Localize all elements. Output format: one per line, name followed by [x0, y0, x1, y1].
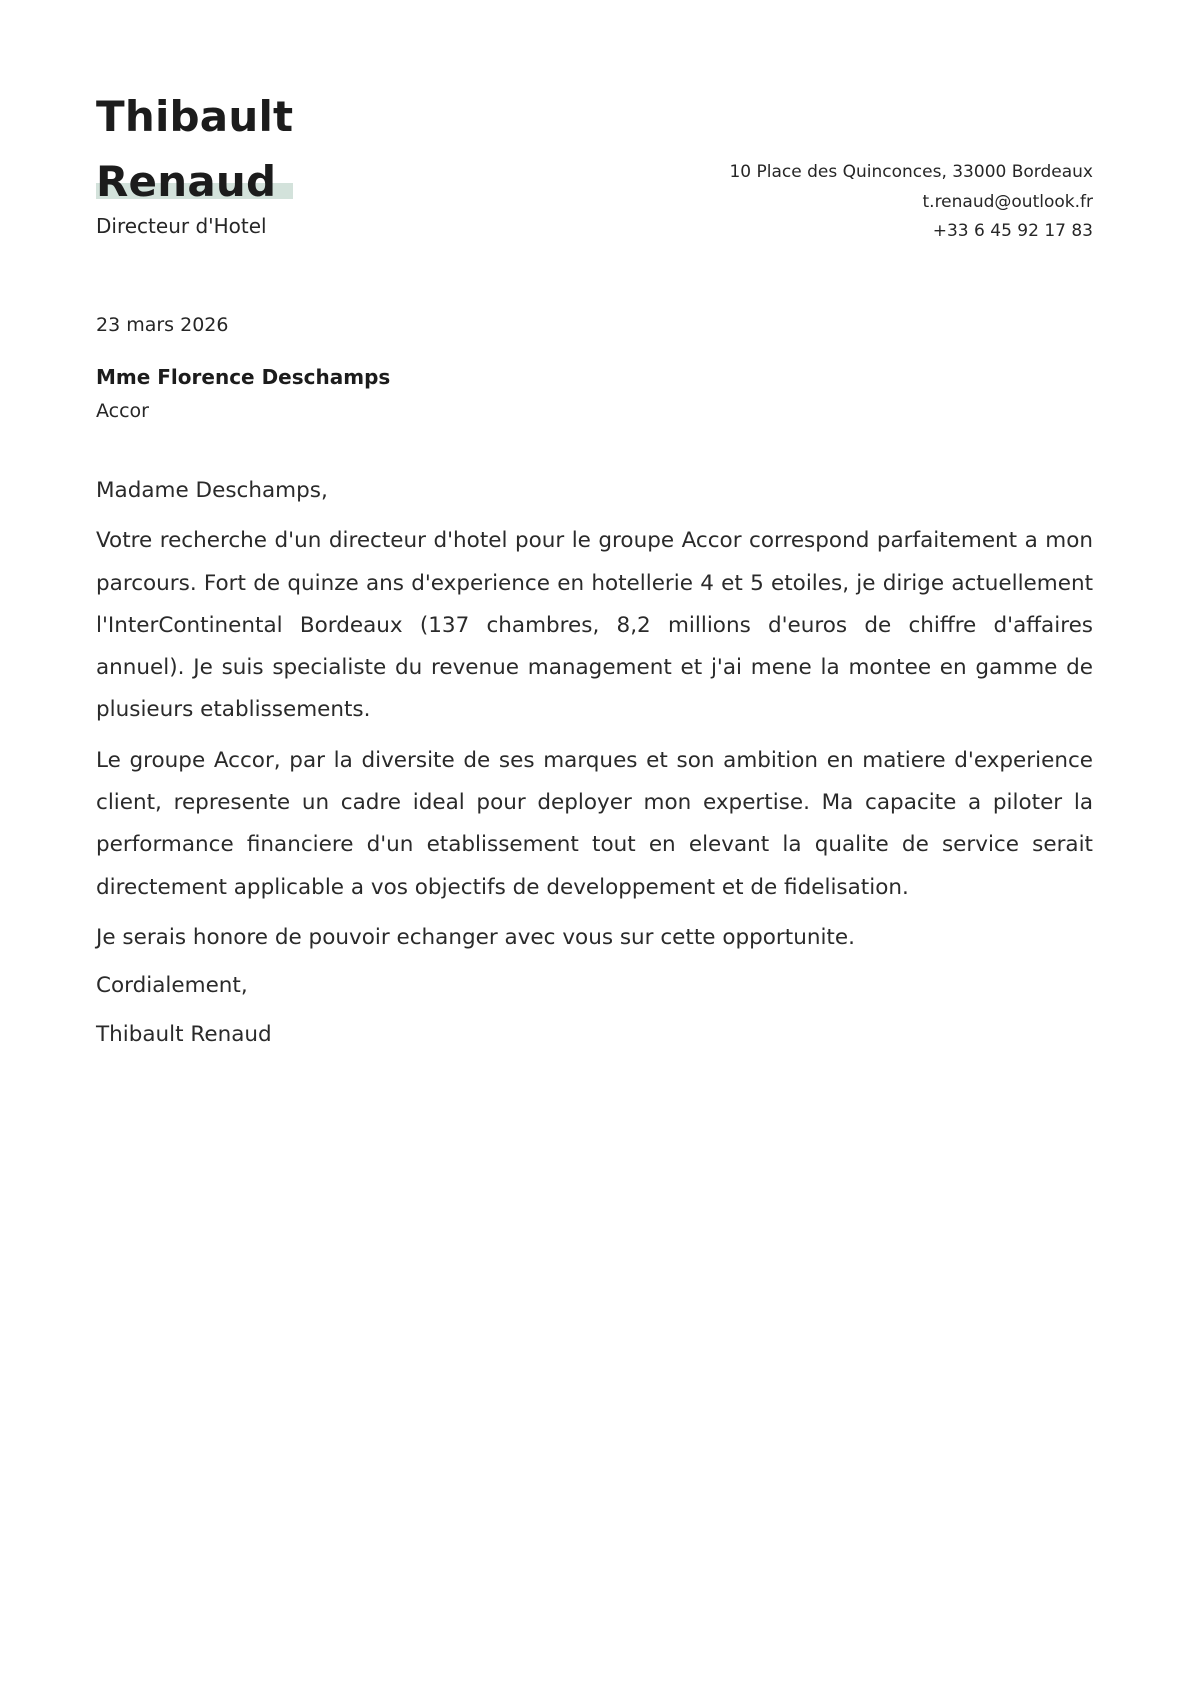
closing: Cordialement,	[96, 973, 248, 999]
contact-email: t.renaud@outlook.fr	[922, 191, 1093, 212]
contact-block	[729, 158, 1093, 247]
applicant-role: Directeur d'Hotel	[96, 214, 267, 238]
recipient-company: Accor	[96, 400, 149, 422]
salutation: Madame Deschamps,	[96, 478, 328, 503]
letter-date: 23 mars 2026	[96, 314, 229, 336]
contact-address: 10 Place des Quinconces, 33000 Bordeaux	[729, 162, 1093, 182]
letter-body	[96, 470, 1093, 1064]
recipient-name: Mme Florence Deschamps	[96, 365, 391, 389]
body-paragraph-3: Je serais honore de pouvoir echanger avec vous sur cette opportunite.	[96, 924, 855, 950]
contact-phone: +33 6 45 92 17 83	[932, 221, 1093, 241]
name-header	[96, 84, 293, 214]
signature: Thibault Renaud	[96, 1021, 272, 1047]
applicant-last-name: Renaud	[96, 157, 277, 206]
applicant-name	[96, 84, 293, 214]
applicant-first-name: Thibault	[96, 92, 294, 141]
body-paragraph-1: Votre recherche d'un directeur d'hotel pour le groupe Accor correspond parfaitement a mon parcours. Fort de quinze ans d'experience en hotellerie 4 et 5 etoiles, je dirige actuellement l'InterContinental Bordeaux (137 chambres, 8,2 millions d'euros de chiffre d'affaires annuel). Je suis specialiste du revenue management et j'ai mene la montee en gamme de plusieurs etablissements.	[96, 528, 1093, 723]
body-paragraph-2: Le groupe Accor, par la diversite de ses marques et son ambition en matiere d'experience client, represente un cadre ideal pour deployer mon expertise. Ma capacite a piloter la performance financiere d'un etablissement tout en elevant la qualite de service serait directement applicable a vos objectifs de developpement et de fidelisation.	[96, 747, 1093, 900]
